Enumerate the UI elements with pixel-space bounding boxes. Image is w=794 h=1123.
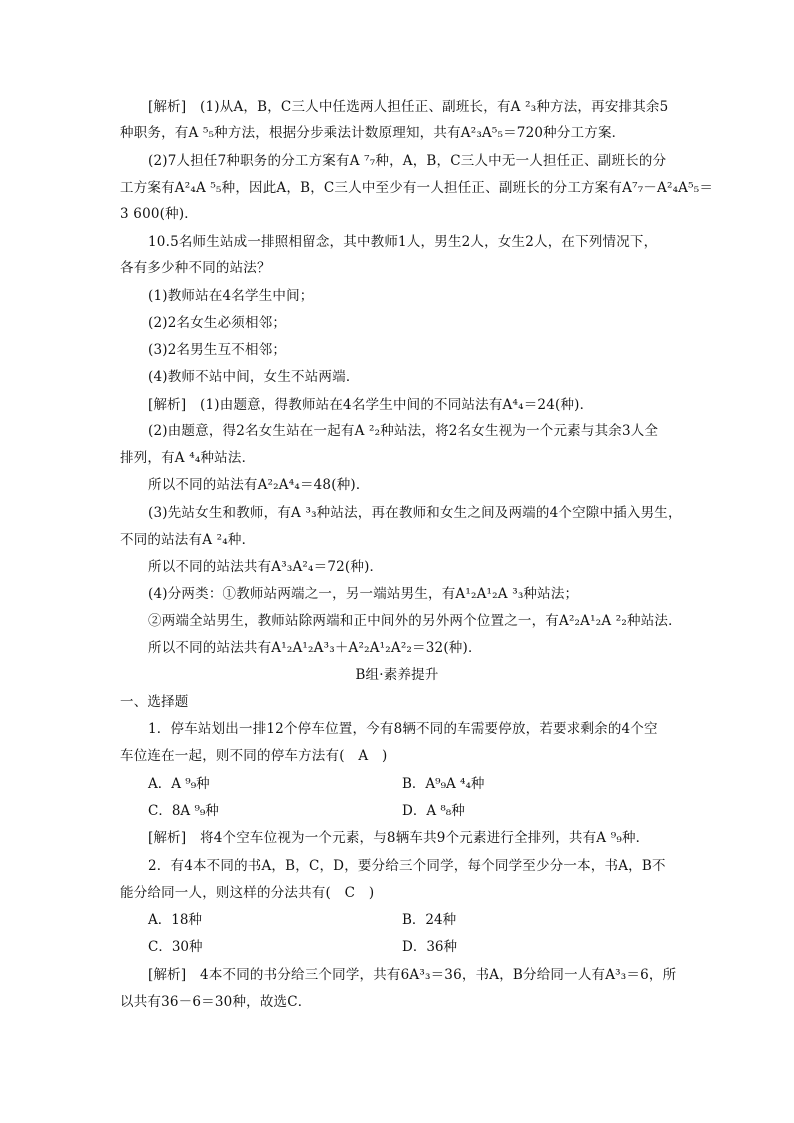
solution-line: (3)先站女生和教师，有A ³₃种站法，再在教师和女生之间及两端的4个空隙中插入男生，	[148, 505, 682, 521]
solution-line: ②两端全站男生，教师站除两端和正中间外的另外两个位置之一，有A²₂A¹₂A ²₂种站法．	[148, 613, 682, 629]
problem-10-stem: 10.5名师生站成一排照相留念，其中教师1人，男生2人，女生2人，在下列情况下，	[148, 234, 658, 250]
question-2-option-b: B．24种	[402, 912, 457, 928]
question-2-stem: 2．有4本不同的书A，B，C，D，要分给三个同学，每个同学至少分一本，书A，B不	[148, 858, 666, 874]
problem-10-stem: 各有多少种不同的站法？	[120, 260, 271, 276]
question-2-option-c: C．30种	[148, 939, 203, 955]
solution-line: [解析] (1)由题意，得教师站在4名学生中间的不同站法有A⁴₄＝24(种)．	[148, 397, 594, 413]
question-2-analysis: [解析] 4本不同的书分给三个同学，共有6A³₃＝36，书A，B分给同一人有A³₃＝6，所	[148, 967, 677, 983]
question-1-option-b: B．A⁹₉A ⁴₄种	[402, 776, 485, 792]
solution-line: 种职务，有A ⁵₅种方法，根据分步乘法计数原理知，共有A²₃A⁵₅＝720种分工方案．	[120, 125, 626, 141]
question-1-analysis: [解析] 将4个空车位视为一个元素，与8辆车共9个元素进行全排列，共有A ⁹₉种．	[148, 830, 650, 846]
question-2-option-d: D．36种	[402, 939, 458, 955]
solution-line: (2)7人担任7种职务的分工方案有A ⁷₇种，A，B，C三人中无一人担任正、副班长的分	[148, 153, 667, 169]
solution-line: 所以不同的站法有A²₂A⁴₄＝48(种)．	[148, 477, 370, 493]
question-2-stem: 能分给同一人，则这样的分法共有( C )	[120, 885, 375, 901]
question-1-stem: 车位连在一起，则不同的停车方法有( A )	[120, 748, 388, 764]
solution-line: (4)分两类：①教师站两端之一，另一端站男生，有A¹₂A¹₂A ³₃种站法；	[148, 586, 579, 602]
section-title: B组·素养提升	[355, 667, 439, 683]
solution-line: [解析] (1)从A，B，C三人中任选两人担任正、副班长，有A ²₃种方法，再安排其余5	[148, 99, 669, 115]
problem-10-part: (4)教师不站中间，女生不站两端．	[148, 369, 360, 385]
question-2-option-a: A．18种	[148, 912, 202, 928]
solution-line: 所以不同的站法共有A³₃A²₄＝72(种)．	[148, 559, 384, 575]
solution-line: 不同的站法有A ²₄种．	[120, 532, 256, 548]
question-1-stem: 1．停车站划出一排12个停车位置，今有8辆不同的车需要停放，若要求剩余的4个空	[148, 721, 658, 737]
solution-line: 所以不同的站法共有A¹₂A¹₂A³₃＋A²₂A¹₂A²₂＝32(种)．	[148, 640, 482, 656]
problem-10-part: (2)2名女生必须相邻；	[148, 315, 287, 331]
question-1-option-c: C．8A ⁹₉种	[148, 803, 219, 819]
problem-10-part: (3)2名男生互不相邻；	[148, 342, 287, 358]
question-1-option-a: A．A ⁹₉种	[148, 776, 210, 792]
solution-line: 工方案有A²₄A ⁵₅种，因此A，B，C三人中至少有一人担任正、副班长的分工方案有A⁷₇－A²₄A⁵₅＝	[120, 180, 714, 196]
question-2-analysis: 以共有36－6＝30种，故选C．	[120, 994, 312, 1010]
problem-10-part: (1)教师站在4名学生中间；	[148, 288, 314, 304]
solution-line: 排列，有A ⁴₄种站法．	[120, 450, 256, 466]
subsection-title: 一、选择题	[120, 694, 189, 710]
solution-line: 3 600(种)．	[120, 206, 198, 222]
question-1-option-d: D．A ⁸₈种	[402, 803, 465, 819]
solution-line: (2)由题意，得2名女生站在一起有A ²₂种站法，将2名女生视为一个元素与其余3人全	[148, 423, 659, 439]
